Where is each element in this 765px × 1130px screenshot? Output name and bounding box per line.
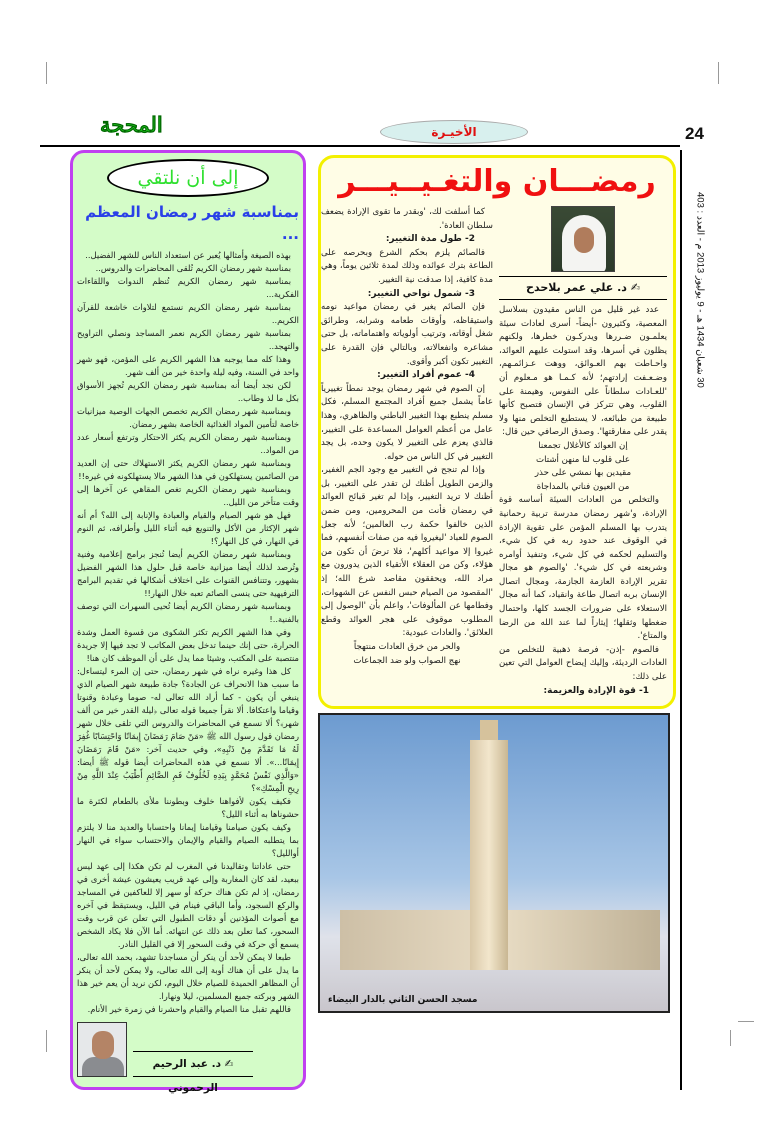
column-body xyxy=(77,249,299,1016)
author-photo xyxy=(551,206,615,272)
paragraph: فإن الصائم يغير في رمضان مواعيد نومه واستيقاظه، وأوقات طعامه وشرابه، وطرائق شغل أوقاته، وترتيب أولوياته واهتماماته، بل حتى مشاعره وانفعالاته، وبالتالي فإن القدرة على التغيير تكون أكبر وأقوى. xyxy=(321,302,493,367)
paragraph: كل هذا وغيره نراه في شهر رمضان، حتى إن المرء ليتساءل: ما سبب هذا الانحراف عن الجادة؟ جادة طبيعة شهر الصيام الذي ينبغي أن يكون - كما أراد الله تعالى له- صوما وعبادة وقنوتا وقياما واعتكافا. ألا نقرأ جميعا قوله تعالى ﴿ليلة القدر خير من ألف شهر﴾؟ ألا نسمع في المحاضرات والدروس التي تلقى خلال شهر رمضان قول رسول الله ﷺ «مَنْ صَامَ رَمَضَانَ إِيمَانًا وَاحْتِسَابًا غُفِرَ لَهُ مَا تَقَدَّمَ مِنْ ذَنْبِهِ»، وفي حديث آخر: «مَنْ قَامَ رَمَضَانَ إِيمَانًا...». ألا نسمع في هذه المحاضرات أيضا قوله ﷺ أيضا: «وَالَّذِي نَفْسُ مُحَمَّدٍ بِيَدِهِ لَخُلُوفُ فَمِ الصَّائِمِ أَطْيَبُ عِنْدَ اللَّهِ مِنْ رِيحِ الْمِسْكِ»؟ xyxy=(77,666,299,793)
main-article-box xyxy=(318,155,676,709)
header-rule xyxy=(40,145,680,147)
article-title: رمضـــان والتغـيــيـــر xyxy=(338,164,656,199)
article-columns xyxy=(321,206,667,698)
paragraph: وهذا كله مما يوجبه هذا الشهر الكريم على المؤمن، فهو شهر واحد في السنة، وفيه ليلة واحدة خير من ألف شهر. xyxy=(77,354,299,377)
paragraph: حتى عاداتنا وتقاليدنا في المغرب لم تكن هكذا إلى عهد ليس ببعيد، لقد كان المغاربة وإلى عهد قريب يعيشون عيشة أخرى في رمضان، إذ لم تكن هناك حركة أو سهر إلا للعاكفين في المساجد والركع السجود، وأما الباقي فينام في الليل، ويستيقظ في آخره مع أصوات المؤذنين أو دقات الطبول التي تعلن عن قرب وقت السحور، كما تعلن بعد ذلك عن انتهائه. أما الآن فلا يكاد الشخص يسمع أي حركة في وقت السحور إلا في القليل النادر. xyxy=(77,861,299,949)
paragraph: والتخلص من العادات السيئة أساسه قوة الإرادة، و'شهر رمضان مدرسة تربية رحمانية يتدرب بها المسلم المؤمن على تقوية الإرادة في الوقوف عند حدود ربه في كل شيء، والتسليم لحكمه في كل شيء، وتنفيذ أوامره وشريعته في كل شيء'. 'والصوم هو مجال تقرير الإرادة العازمة الجازمة، ومجال اتصال الإنسان بربه اتصال طاعة وانقياد، كما أنه مجال الاستعلاء على ضرورات الجسد كلها، واحتمال ضغطها وثقلها؛ إيثاراً لما عند الله من الرضا والمتاع'. xyxy=(499,495,667,642)
paragraph: بمناسبة شهر رمضان الكريم تُلقى المحاضرات والدروس.. xyxy=(95,263,291,273)
left-section-label: المحجة xyxy=(100,112,163,137)
pen-icon: ✍ xyxy=(220,1058,234,1070)
column-kicker: إلى أن نلتقي xyxy=(107,159,269,197)
subheading: 1- قوة الإرادة والعزيمة: xyxy=(543,685,649,696)
verse-line: نهج الصواب ولو ضد الجماعات xyxy=(353,655,461,666)
crop-mark xyxy=(46,1030,47,1052)
verse-line: إن العوائد كالأغلال تجمعنا xyxy=(538,440,628,451)
paragraph: بمناسبة شهر رمضان الكريم نعمر المساجد ونصلي التراويح والتهجد.. xyxy=(77,328,299,351)
paragraph: عدد غير قليل من الناس مقيدون بسلاسل المعصية، وكثيرون -أيضاً- أسرى لعادات سيئة يعلمـون ضـررها ويدركـون خطرها، ولكنهم يظلون في أسرها، وقد استولت عليهم العوائد، واحـاطت بهم العـوائق، ووهت عـزائمـهم، وضـعـفت إرادتهم؛ لأنه كـمـا هو مـعلوم أن 'للعـادات سلطاناً على النفوس، وهيمنة على القلوب، وهي تتركز في الإنسان فتصبح كأنها طبيعة من طبائعه، لا يستطيع التخلص منها ولا يقدر على مفارقتها'. وصدق الرصافي حين قال: xyxy=(499,305,667,438)
columnist-photo xyxy=(77,1022,127,1077)
verse-line: مقيدين بها نمشي على حذر xyxy=(534,468,632,479)
article-column-left xyxy=(321,206,493,668)
article-column-right-wrap xyxy=(499,206,667,698)
article-column-right xyxy=(499,304,667,698)
paragraph: فالصائم يلزم بحكم الشرع وبحرصه على الطاعة بترك عوائده وذلك لمدة ثلاثين يوماً، وهي مدة كافية، إذا صدقت نية التغيير. xyxy=(321,247,493,285)
paragraph: وكيف يكون صيامنا وقيامنا إيمانا واحتسابا والعديد منا لا يلتزم بما يتطلبه الصيام والقيام والإيمان والاحتساب سواء في النهار أوالليل؟ xyxy=(77,822,299,858)
verse-line: والحر من خرق العادات منتهجاً xyxy=(353,642,461,652)
photo-caption: مسجد الحسن الثاني بالدار البيضاء xyxy=(328,995,478,1006)
column-footer xyxy=(77,1022,299,1094)
crop-mark xyxy=(738,1021,754,1022)
column-box xyxy=(70,150,306,1094)
paragraph: بمناسبة شهر رمضان الكريم تُنظم الندوات واللقاءات الفكرية... xyxy=(77,276,299,299)
author-byline: ✍ د. علي عمر بلاحدح xyxy=(499,276,667,300)
paragraph: بهذه الصيغة وأمثالها يُعبر عن استعداد الناس للشهر الفضيل.. xyxy=(85,250,291,260)
paragraph: وإذا لم تنجح في التغيير مع وجود الجم الغفير، والزمن الطويل أظنك لن تقدر على التغيير، بل أظنك لا تريد التغيير، وإذا لم تغير قبائح العوائد في رمضان فأنت من المحرومين، ومن ضمن الذين خالفوا حكمة رب العالمين؛ لأنه جعل الصوم للعباد 'ليغيروا فيه من صفات أنفسهم، فما غيروا إلا مواعيد أكلهم'، فلا ترضَ أن تكون من هؤلاء، وكن من العقلاء الأتقياء الذين يدورون مع مراد الله، ويحققون مقاصد شرع الله؛ إذ 'المقصود من الصيام حبس النفس عن الشهوات، وفطامها عن المألوفات'، واعلم بأن 'الوصول إلى المطلوب موقوف على هجر العوائد وقطع العلائق'. والعادات عبودية: xyxy=(321,465,493,639)
paragraph: إن الصوم في شهر رمضان يوجد نمطاً تغييرياً عاماً يشمل جميع أفراد المجتمع المسلم، فكل مسلم ينطبع بهذا التغيير الباطني والظاهري، وهذا عامل من أعظم العوامل المساعدة على التغيير، فالذي يعزم على التغيير لا يكون وحده، بل يجد التغيير في كل الناس من حوله. xyxy=(321,383,493,462)
columnist-byline: ✍ د. عبد الرحيم الرحموني xyxy=(133,1051,253,1077)
page-number: 24 xyxy=(685,124,704,143)
paragraph: وبمناسبة شهر رمضان الكريم يكثر الاحتكار وترتفع أسعار عدد من المواد.. xyxy=(77,432,299,455)
verse-line: من العيون فناتي بالمداجاة xyxy=(536,481,630,492)
paragraph: وبمناسبة شهر رمضان الكريم أيضا تُحيى السهرات التي توصف بالفنية..! xyxy=(77,601,299,624)
verse-line: على قلوب لنا منهن أشتات xyxy=(536,454,630,465)
crop-mark xyxy=(718,62,719,84)
paragraph: فاللهم تقبل منا الصيام والقيام واحشرنا في زمرة خير الأنام. xyxy=(87,1004,291,1014)
paragraph: لكن نجد أيضا أنه بمناسبة شهر رمضان الكريم تُجهز الأسواق بكل ما لذ وطاب.. xyxy=(77,380,299,403)
section-label: الأخيـرة xyxy=(380,120,528,144)
paragraph: وبمناسبة شهر رمضان الكريم تخصص الجهات الوصية ميزانيات خاصة لتأمين المواد الغذائية الخاصة بشهر رمضان. xyxy=(77,406,299,429)
paragraph: فكيف يكون لأفواهنا خلوف وبطوننا ملأى بالطعام لكثرة ما حشوناها به أثناء الليل؟ xyxy=(77,796,299,819)
pen-icon: ✍ xyxy=(626,281,640,294)
paragraph: فالصوم -إذن- فرصة ذهبية للتخلص من العادات الرديئة، وإليك إيضاح العوامل التي تعين على ذلك: xyxy=(499,644,667,683)
paragraph: وبمناسبة شهر رمضان الكريم تغص المقاهي عن آخرها إلى وقت متأخر من الليل.. xyxy=(77,484,299,507)
subheading: 2- طول مدة التغيير: xyxy=(385,234,475,245)
subheading: 4- عموم أفراد التغيير: xyxy=(377,370,475,381)
paragraph: طبعا لا يمكن لأحد أن ينكر أن مساجدنا تشهد، بحمد الله تعالى، ما يدل على أن هناك أوبة إلى الله تعالى، ولا يمكن لأحد أن ينكر أن المظاهر الحميدة للصيام خلال اليوم، لكن نريد أن يعم خير هذا الشهر وبركته جميع المسلمين، ليلا ونهارا. xyxy=(77,952,299,1001)
paragraph: كما أسلفت لك، 'وبقدر ما تقوى الإرادة يضعف سلطان العادة'. xyxy=(321,207,493,231)
crop-mark xyxy=(730,1030,731,1046)
paragraph: بمناسبة شهر رمضان الكريم نستمع لتلاوات خاشعة للقرآن الكريم.. xyxy=(77,302,299,325)
mosque-photo xyxy=(318,713,670,1013)
margin-rule xyxy=(680,150,682,1090)
subheading: 3- شمول نواحي التغيير: xyxy=(367,288,475,299)
paragraph: وبمناسبة شهر رمضان الكريم يكثر الاستهلاك حتى إن العديد من الصائمين يستهلكون في هذا الشهر مالا يستهلكونه في غيره!! xyxy=(77,458,299,481)
paragraph: وفي هذا الشهر الكريم تكثر الشكوى من قسوة العمل وشدة الحرارة، حتى إنك حينما تدخل بعض المكاتب لا تجد فيها إلا جريدة منتصبة على المكتب، وشيئا مما يدل على أن الموظف كان هنا! xyxy=(77,627,299,663)
paragraph: وبمناسبة شهر رمضان الكريم أيضا تُنجز برامج إعلامية وفنية وتُرصد لذلك أيضا ميزانية خاصة قبل حلول هذا الشهر الفضيل بشهور، وتتنافس القنوات على اختلاف أشكالها في تقديم البرامج الترفيهية حتى ينسى الصائم تعبه خلال النهار!! xyxy=(77,549,299,598)
column-title: بمناسبة شهر رمضان المعظم ... xyxy=(85,203,299,243)
issue-date-line: 30 شعبان 1434 هـ - 9 يوليوز 2013 م - العدد : 403 xyxy=(694,192,706,388)
main-article xyxy=(318,155,676,1013)
crop-mark xyxy=(46,62,47,84)
paragraph: فهل هو شهر الصيام والقيام والعبادة والإنابة إلى الله؟ أم أنه شهر الإكثار من الأكل والتنويع فيه أثناء الليل وأطرافه، ثم النوم في النهار، في كل النهار؟! xyxy=(77,510,299,546)
